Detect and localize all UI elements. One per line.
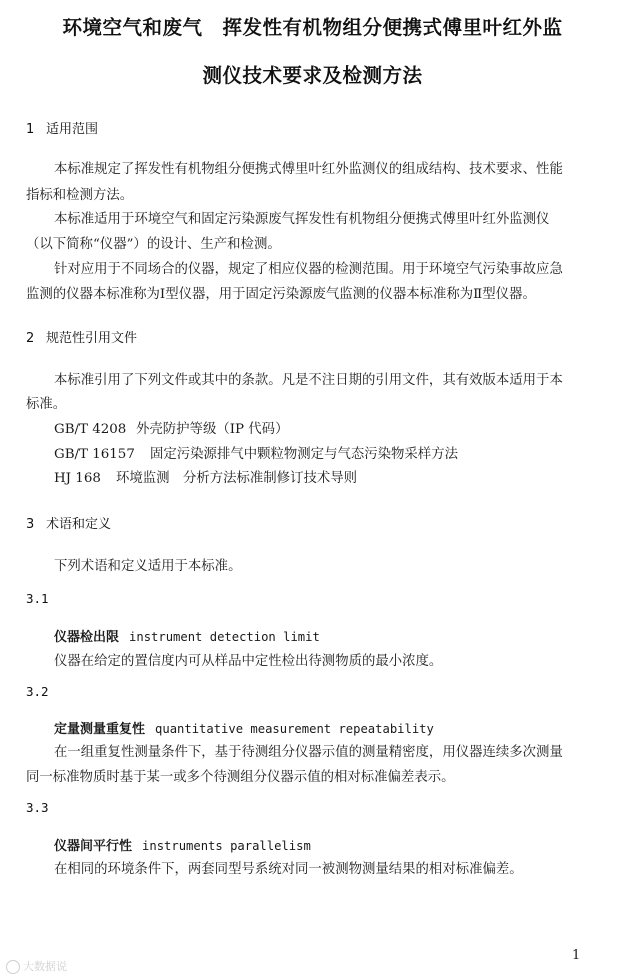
s1-p1-line-1: 本标准规定了挥发性有机物组分便携式傅里叶红外监测仪的组成结构、技术要求、性能 xyxy=(54,162,563,177)
term-heading xyxy=(54,718,434,737)
s2-p1-line-1: 本标准引用了下列文件或其中的条款。凡是不注日期的引用文件，其有效版本适用于本 xyxy=(54,373,563,388)
reference-item xyxy=(54,443,458,462)
section-2-title: 规范性引用文件 xyxy=(46,331,138,346)
s1-p2-line-1: 本标准适用于环境空气和固定污染源废气挥发性有机物组分便携式傅里叶红外监测仪 xyxy=(54,212,550,227)
term-number: 3.1 xyxy=(26,591,49,606)
section-3-number: 3 xyxy=(26,517,35,532)
s1-p3-line-2: 监测的仪器本标准称为Ⅰ型仪器，用于固定污染源废气监测的仪器本标准称为Ⅱ型仪器。 xyxy=(26,287,536,302)
term-english: quantitative measurement repeatability xyxy=(155,722,434,736)
term-chinese: 定量测量重复性 xyxy=(54,722,146,737)
reference-code: HJ 168 xyxy=(54,471,101,486)
reference-code: GB/T 4208 xyxy=(54,422,127,437)
s2-p1-line-2: 标准。 xyxy=(26,397,67,412)
reference-code: GB/T 16157 xyxy=(54,447,135,462)
document-title-line-2: 测仪技术要求及检测方法 xyxy=(202,64,423,87)
term-chinese: 仪器检出限 xyxy=(54,630,120,645)
section-3-heading xyxy=(26,513,111,532)
reference-item xyxy=(54,467,357,486)
reference-title: 固定污染源排气中颗粒物测定与气态污染物采样方法 xyxy=(150,447,458,462)
term-number: 3.3 xyxy=(26,800,49,815)
section-1-heading xyxy=(26,118,98,137)
watermark xyxy=(6,958,67,974)
term-definition-line: 在相同的环境条件下，两套同型号系统对同一被测物测量结果的相对标准偏差。 xyxy=(54,862,523,877)
section-1-title: 适用范围 xyxy=(46,122,99,137)
term-english: instruments parallelism xyxy=(142,839,311,853)
watermark-text: 大数据说 xyxy=(23,960,67,973)
document-title-line-1: 环境空气和废气 挥发性有机物组分便携式傅里叶红外监 xyxy=(62,16,563,39)
section-2-number: 2 xyxy=(26,331,35,346)
term-heading xyxy=(54,835,311,854)
term-definition-line: 同一标准物质时基于某一或多个待测组分仪器示值的相对标准偏差表示。 xyxy=(26,770,455,785)
s3-intro: 下列术语和定义适用于本标准。 xyxy=(54,559,242,574)
reference-item xyxy=(54,418,288,437)
reference-title: 外壳防护等级（IP 代码） xyxy=(136,422,289,437)
term-definition-line: 在一组重复性测量条件下，基于待测组分仪器示值的测量精密度，用仪器连续多次测量 xyxy=(54,745,563,760)
term-number: 3.2 xyxy=(26,684,49,699)
section-2-heading xyxy=(26,327,137,346)
term-chinese: 仪器间平行性 xyxy=(54,839,133,854)
section-1-number: 1 xyxy=(26,122,35,137)
s1-p1-line-2: 指标和检测方法。 xyxy=(26,188,134,203)
page-number: 1 xyxy=(572,948,581,963)
term-definition-line: 仪器在给定的置信度内可从样品中定性检出待测物质的最小浓度。 xyxy=(54,654,443,669)
s1-p3-line-1: 针对应用于不同场合的仪器，规定了相应仪器的检测范围。用于环境空气污染事故应急 xyxy=(54,262,563,277)
weibo-icon xyxy=(6,960,20,974)
term-english: instrument detection limit xyxy=(129,630,320,644)
reference-title: 环境监测 分析方法标准制修订技术导则 xyxy=(116,471,358,486)
s1-p2-line-2: （以下简称“仪器”）的设计、生产和检测。 xyxy=(26,237,281,252)
term-heading xyxy=(54,626,320,645)
section-3-title: 术语和定义 xyxy=(46,517,112,532)
